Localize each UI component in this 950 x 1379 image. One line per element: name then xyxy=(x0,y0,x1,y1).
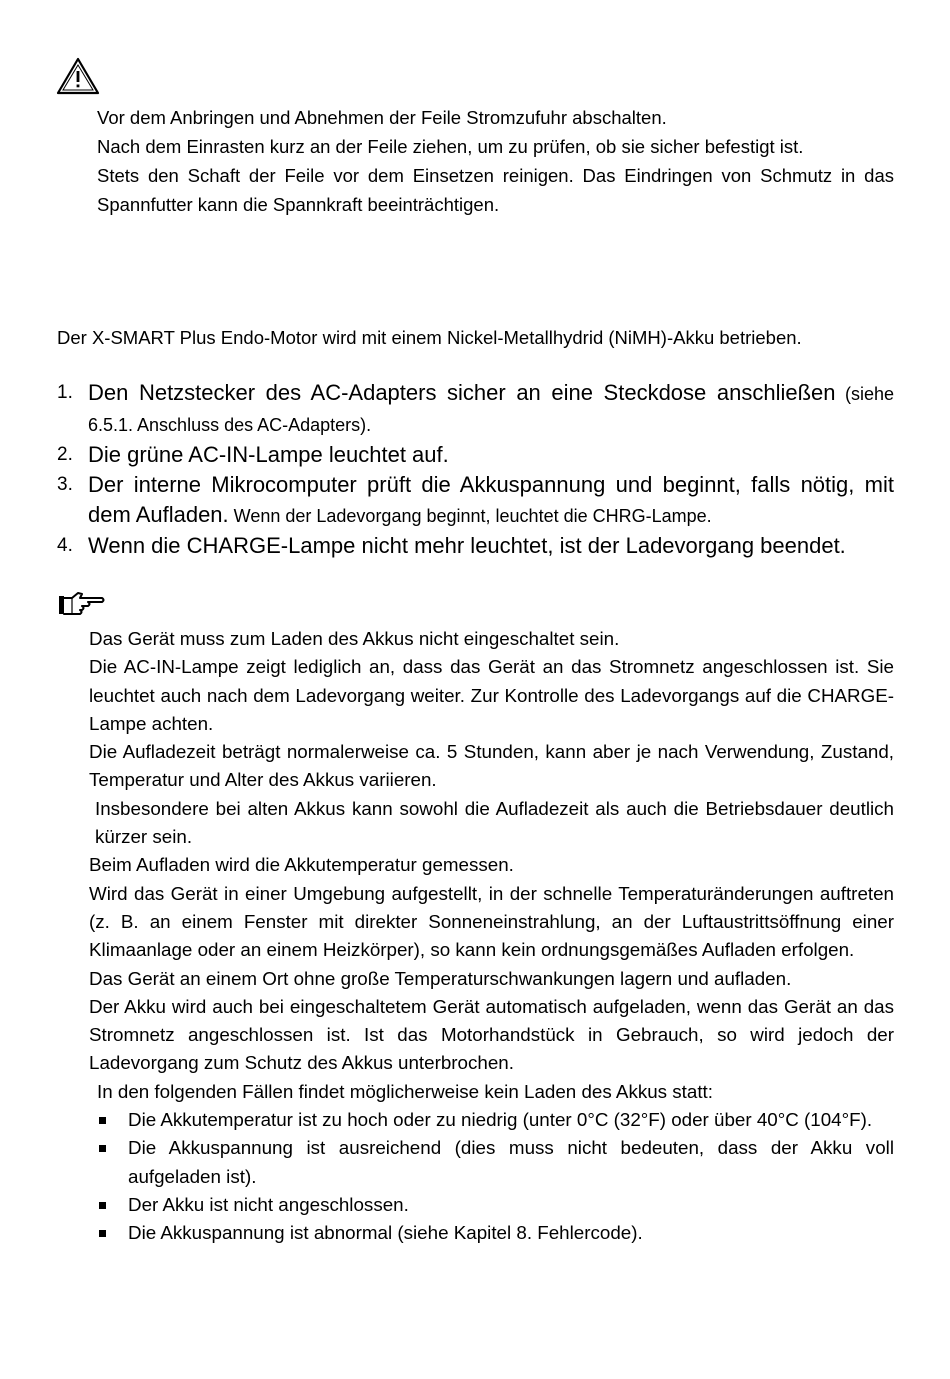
step-item xyxy=(57,531,894,561)
note-paragraph: Der Akku wird auch bei eingeschaltetem Gerät automatisch aufgeladen, wenn das Gerät an das Stromnetz angeschlossen ist. Ist das Motorhandstück in Gebrauch, so wird jedoch der Ladevorgang zum Schutz des Akkus unterbrochen. xyxy=(89,995,894,1074)
note-paragraph: Die AC-IN-Lampe zeigt lediglich an, dass das Gerät an das Stromnetz angeschlossen ist. Sie leuchtet auch nach dem Ladevorgang weiter. Zur Kontrolle des Ladevorgangs auf die CHARGE-Lampe achten. xyxy=(89,656,894,734)
bullet-square-icon xyxy=(99,1145,106,1152)
step-number: 2. xyxy=(57,444,73,465)
note-section xyxy=(89,625,894,1248)
note-paragraph: Die Aufladezeit beträgt normalerweise ca. 5 Stunden, kann aber je nach Verwendung, Zustand, Temperatur und Alter des Akkus variieren. xyxy=(89,741,894,791)
bullet-list xyxy=(89,1106,894,1247)
note-paragraph: Das Gerät an einem Ort ohne große Temperaturschwankungen lagern und aufladen. xyxy=(89,967,792,989)
bullet-square-icon xyxy=(99,1202,106,1209)
bullet-text: Die Akkutemperatur ist zu hoch oder zu niedrig (unter 0°C (32°F) oder über 40°C (104°F). xyxy=(128,1109,873,1131)
bullet-item xyxy=(89,1219,894,1247)
bullet-square-icon xyxy=(99,1117,106,1124)
note-paragraph: In den folgenden Fällen findet möglicherweise kein Laden des Akkus statt: xyxy=(97,1080,713,1102)
step-small-text: (siehe 6.5.1. Anschluss des AC-Adapters). xyxy=(88,384,895,435)
step-text: Wenn die CHARGE-Lampe nicht mehr leuchtet, ist der Ladevorgang beendet. xyxy=(88,533,846,558)
bullet-item xyxy=(89,1191,894,1219)
charging-steps xyxy=(57,378,894,561)
note-paragraph: Insbesondere bei alten Akkus kann sowohl die Aufladezeit als auch die Betriebsdauer deutlich kürzer sein. xyxy=(95,797,894,848)
warning-triangle-icon xyxy=(56,56,100,96)
warning-line: Vor dem Anbringen und Abnehmen der Feile Stromzufuhr abschalten. xyxy=(97,107,667,128)
step-item xyxy=(57,440,894,470)
warning-text xyxy=(97,103,894,219)
step-small-text: Wenn der Ladevorgang beginnt, leuchtet die CHRG-Lampe. xyxy=(228,506,712,526)
note-paragraph: Das Gerät muss zum Laden des Akkus nicht eingeschaltet sein. xyxy=(89,628,620,649)
step-number: 1. xyxy=(57,382,73,403)
warning-line: Stets den Schaft der Feile vor dem Einsetzen reinigen. Das Eindringen von Schmutz in das Spannfutter kann die Spannkraft beeinträchtigen. xyxy=(97,165,894,215)
intro-text: Der X-SMART Plus Endo-Motor wird mit einem Nickel-Metallhydrid (NiMH)-Akku betrieben. xyxy=(57,327,802,348)
step-number: 3. xyxy=(57,474,73,495)
step-number: 4. xyxy=(57,535,73,556)
step-text: Der interne Mikrocomputer prüft die Akkuspannung und beginnt, falls nötig, mit dem Aufladen. xyxy=(88,472,894,527)
note-paragraph: Beim Aufladen wird die Akkutemperatur gemessen. xyxy=(89,854,514,876)
note-paragraph: Wird das Gerät in einer Umgebung aufgestellt, in der schnelle Temperaturänderungen auftreten (z. B. an einem Fenster mit direkter Sonneneinstrahlung, an der Luftaustrittsöffnung einer Klimaanlage oder an einem Heizkörper), so kann kein ordnungsgemäßes Aufladen erfolgen. xyxy=(89,882,894,961)
bullet-square-icon xyxy=(99,1230,106,1237)
step-item xyxy=(57,470,894,531)
bullet-item xyxy=(89,1106,894,1134)
bullet-text: Die Akkuspannung ist abnormal (siehe Kapitel 8. Fehlercode). xyxy=(128,1222,643,1244)
bullet-item xyxy=(89,1134,894,1191)
bullet-text: Der Akku ist nicht angeschlossen. xyxy=(128,1193,409,1215)
pointing-hand-icon xyxy=(58,590,106,618)
warning-line: Nach dem Einrasten kurz an der Feile ziehen, um zu prüfen, ob sie sicher befestigt ist. xyxy=(97,136,804,157)
step-item xyxy=(57,378,894,440)
step-text: Den Netzstecker des AC-Adapters sicher an eine Steckdose anschließen xyxy=(88,380,836,405)
step-text: Die grüne AC-IN-Lampe leuchtet auf. xyxy=(88,442,449,467)
bullet-text: Die Akkuspannung ist ausreichend (dies muss nicht bedeuten, dass der Akku voll aufgeladen ist). xyxy=(128,1137,894,1187)
